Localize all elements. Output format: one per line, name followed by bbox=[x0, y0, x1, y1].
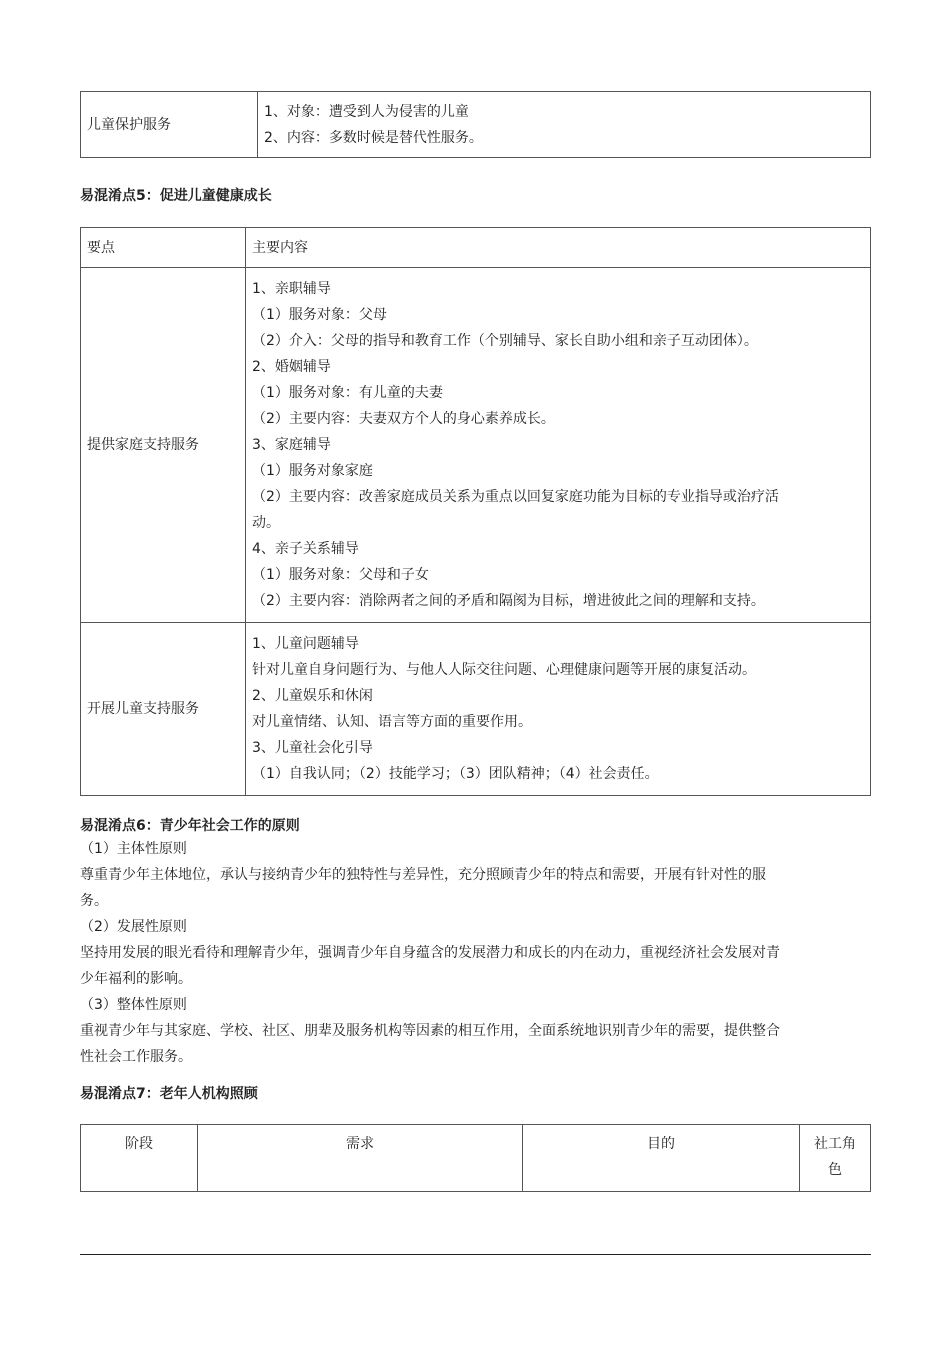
content-line: 3、儿童社会化引导 bbox=[252, 740, 373, 756]
table-cell-label bbox=[81, 268, 246, 623]
content-line: 动。 bbox=[252, 515, 280, 531]
footer-divider bbox=[80, 1254, 871, 1255]
paragraph-line: 少年福利的影响。 bbox=[80, 971, 192, 987]
content-line: （1）自我认同；（2）技能学习；（3）团队精神；（4）社会责任。 bbox=[252, 766, 659, 782]
content-line: （2）主要内容：夫妻双方个人的身心素养成长。 bbox=[252, 411, 555, 427]
header-main-content: 主要内容 bbox=[252, 239, 308, 256]
child-protection-table bbox=[80, 91, 871, 158]
table-cell-content bbox=[246, 623, 871, 796]
table-row bbox=[81, 623, 871, 796]
header-cell-key-point bbox=[81, 228, 246, 268]
content-line: 4、亲子关系辅导 bbox=[252, 541, 359, 557]
content-line: 1、儿童问题辅导 bbox=[252, 636, 359, 652]
content-line: 2、儿童娱乐和休闲 bbox=[252, 688, 373, 704]
table-row bbox=[81, 92, 871, 158]
family-support-label: 提供家庭支持服务 bbox=[87, 437, 199, 453]
content-line: 2、内容：多数时候是替代性服务。 bbox=[264, 129, 483, 146]
section-heading-7: 易混淆点7：老年人机构照顾 bbox=[80, 1086, 258, 1102]
content-line: （1）服务对象：有儿童的夫妻 bbox=[252, 385, 443, 401]
content-line: 1、对象：遭受到人为侵害的儿童 bbox=[264, 103, 469, 120]
content-line: （2）介入：父母的指导和教育工作（个别辅导、家长自助小组和亲子互动团体）。 bbox=[252, 333, 758, 349]
content-line: 1、亲职辅导 bbox=[252, 281, 331, 297]
content-line: 针对儿童自身问题行为、与他人人际交往问题、心理健康问题等开展的康复活动。 bbox=[252, 662, 756, 678]
table-cell-content bbox=[246, 268, 871, 623]
table-cell-label bbox=[81, 623, 246, 796]
table-header-row bbox=[81, 1125, 871, 1192]
child-protection-label: 儿童保护服务 bbox=[87, 116, 171, 133]
paragraph-line: 重视青少年与其家庭、学校、社区、朋辈及服务机构等因素的相互作用，全面系统地识别青少年的需要，提供整合 bbox=[80, 1023, 780, 1039]
child-support-label: 开展儿童支持服务 bbox=[87, 701, 199, 717]
content-line: 对儿童情绪、认知、语言等方面的重要作用。 bbox=[252, 714, 532, 730]
content-line: （1）服务对象：父母 bbox=[252, 307, 387, 323]
paragraph-line: （2）发展性原则 bbox=[80, 919, 187, 935]
content-line: （1）服务对象家庭 bbox=[252, 463, 373, 479]
header-cell-stage bbox=[81, 1125, 198, 1192]
table-row bbox=[81, 268, 871, 623]
elderly-care-table bbox=[80, 1124, 871, 1192]
content-line: 2、婚姻辅导 bbox=[252, 359, 331, 375]
paragraph-line: 务。 bbox=[80, 893, 108, 909]
header-social-worker-role: 社工角 bbox=[814, 1136, 856, 1152]
header-purpose: 目的 bbox=[647, 1136, 675, 1152]
header-key-point: 要点 bbox=[87, 239, 115, 256]
content-line: （2）主要内容：改善家庭成员关系为重点以回复家庭功能为目标的专业指导或治疗活 bbox=[252, 489, 779, 505]
content-line: （1）服务对象：父母和子女 bbox=[252, 567, 429, 583]
paragraph-line: （3）整体性原则 bbox=[80, 997, 187, 1013]
paragraph-line: 尊重青少年主体地位，承认与接纳青少年的独特性与差异性，充分照顾青少年的特点和需要，开展有针对性的服 bbox=[80, 867, 766, 883]
table-cell-label bbox=[81, 92, 258, 158]
table-header-row bbox=[81, 228, 871, 268]
header-cell-purpose bbox=[523, 1125, 800, 1192]
header-needs: 需求 bbox=[346, 1136, 374, 1152]
section-heading-5: 易混淆点5：促进儿童健康成长 bbox=[80, 188, 272, 204]
child-growth-table bbox=[80, 227, 871, 796]
paragraph-line: 坚持用发展的眼光看待和理解青少年，强调青少年自身蕴含的发展潜力和成长的内在动力，重视经济社会发展对青 bbox=[80, 945, 780, 961]
header-stage: 阶段 bbox=[125, 1136, 153, 1152]
section-heading-6: 易混淆点6：青少年社会工作的原则 bbox=[80, 818, 300, 834]
content-line: 3、家庭辅导 bbox=[252, 437, 331, 453]
table-cell-content bbox=[258, 92, 871, 158]
header-cell-content bbox=[246, 228, 871, 268]
paragraph-line: （1）主体性原则 bbox=[80, 841, 187, 857]
header-cell-needs bbox=[198, 1125, 523, 1192]
header-social-worker-role-cont: 色 bbox=[828, 1162, 842, 1178]
content-line: （2）主要内容：消除两者之间的矛盾和隔阂为目标，增进彼此之间的理解和支持。 bbox=[252, 593, 765, 609]
header-cell-social-worker-role bbox=[800, 1125, 871, 1192]
youth-principles-text bbox=[80, 836, 870, 1070]
paragraph-line: 性社会工作服务。 bbox=[80, 1049, 192, 1065]
